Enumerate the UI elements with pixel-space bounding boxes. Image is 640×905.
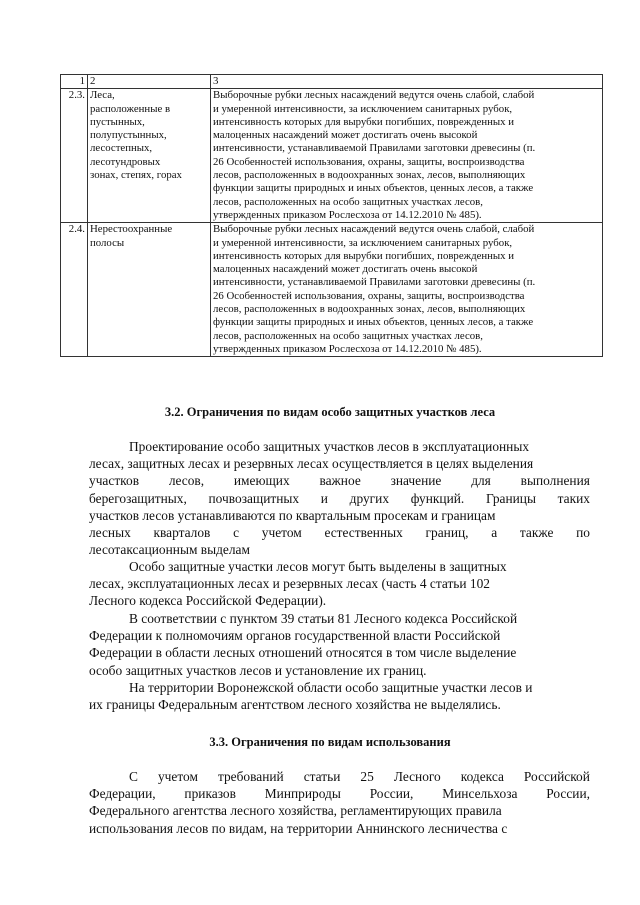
word: функций. [410,490,465,506]
text-line [89,438,590,455]
cell-line: Нерестоохранные [90,223,173,236]
word: кодекса [460,769,504,784]
word: лесах, защитных лесах и резервных лесах осуществляется в целях выделения [89,456,534,472]
restriction-text-cell [211,223,603,357]
cell-line: утвержденных приказом Рослесхоза от 14.12.2010 № 485). [213,342,482,355]
word: кварталов [153,524,211,540]
text-line: лесах, эксплуатационных лесах и резервных лесах (часть 4 статьи 102 [89,576,491,592]
word: по [576,524,590,540]
cell-line: интенсивности, устанавливаемой Правилами заготовки древесины (п. [213,142,536,155]
cell-line: лесов, расположенных в водоохранных зонах, лесов, выполняющих [213,303,526,316]
text-line: Федерации к полномочиям органов государственной власти Российской [89,628,501,644]
section-3-2-paragraph-3 [89,610,590,679]
text-line [89,524,590,541]
section-3-3-paragraph-1 [89,768,590,837]
cell-line: полосы [90,236,125,249]
word: естественных [324,524,403,540]
section-3-2-paragraph-1 [89,438,590,558]
text-line: Особо защитные участки лесов могут быть выделены в защитных [129,559,507,574]
text-line: Федерации в области лесных отношений относятся в том числе выделение [89,645,517,661]
word: берегозащитных, [89,490,187,506]
text-line [89,507,590,524]
header-cell-1: 1 [61,75,88,89]
section-heading-3-2: 3.2. Ограничения по видам особо защитных участков леса [164,405,496,419]
word: учетом [157,769,198,784]
word: таких [557,490,590,506]
word: требований [217,769,284,784]
cell-line: пустынных, [90,115,145,128]
cell-line: расположенные в [90,102,171,115]
text-line [89,455,590,472]
word: границ, [425,524,469,540]
text-line [89,472,590,489]
word: с [233,524,240,540]
cell-line: полупустынных, [90,129,167,142]
word: учетом [261,524,302,540]
word: Федерации, [89,786,156,802]
text-line: Лесного кодекса Российской Федерации). [89,593,327,609]
cell-line: Леса, [90,89,115,102]
cell-line: лесов, расположенных на особо защитных участках лесов, [213,329,483,342]
table-row [61,89,603,223]
word: С [129,769,138,784]
word: лесных [89,524,131,540]
word: лесов, [168,473,205,489]
table-header-row [61,75,603,89]
row-number: 2.3. [61,89,88,223]
word: для [471,473,491,489]
text-line: В соответствии с пунктом 39 статьи 81 Лесного кодекса Российской [129,611,518,626]
text-line: На территории Воронежской области особо защитные участки лесов и [129,680,533,695]
section-3-2-paragraph-4 [89,679,590,713]
section-heading-3-3: 3.3. Ограничения по видам использования [209,735,451,749]
header-cell-3: 3 [211,75,603,89]
text-line [89,768,590,785]
cell-line: функции защиты природных и иных объектов, ценных лесов, а также [213,182,534,195]
cell-line: Выборочные рубки лесных насаждений ведутся очень слабой, слабой [213,89,535,102]
section-3-2-paragraph-2 [89,558,590,610]
text-line [89,490,590,507]
word: участков [89,473,140,489]
word: и [320,490,328,506]
word: 25 [360,769,374,784]
word: других [349,490,390,506]
word: Федерального агентства лесного хозяйства, регламентирующих правила [89,803,502,819]
cell-line: лесов, расположенных в водоохранных зонах, лесов, выполняющих [213,169,526,182]
text-line [89,820,590,837]
cell-line: и умеренной интенсивности, за исключением санитарных рубок, [213,102,513,115]
cell-line: 26 Особенностей использования, охраны, защиты, воспроизводства [213,289,525,302]
word: важное [319,473,361,489]
word: участков лесов устанавливаются по квартальным просекам и границам [89,507,496,523]
cell-line: 26 Особенностей использования, охраны, защиты, воспроизводства [213,155,525,168]
cell-line: малоценных насаждений может достигать очень высокой [213,129,478,142]
cell-line: и умеренной интенсивности, за исключением санитарных рубок, [213,236,513,249]
cell-line: лесов, расположенных на особо защитных участках лесов, [213,195,483,208]
table-row [61,223,603,357]
cell-line: интенсивность которых для вырубки погибших, поврежденных и [213,249,515,262]
word: имеющих [233,473,290,489]
cell-line: лесотундровых [90,155,161,168]
text-line: особо защитных участков лесов и установление их границ. [89,662,427,678]
text-line [89,785,590,802]
word: статьи [303,769,341,784]
cell-line: функции защиты природных и иных объектов, ценных лесов, а также [213,316,534,329]
word: России, [546,786,590,802]
forest-category-cell [88,89,211,223]
cell-line: Выборочные рубки лесных насаждений ведутся очень слабой, слабой [213,223,535,236]
forest-category-cell [88,223,211,357]
word: почвозащитных [208,490,300,506]
word: выполнения [520,473,590,489]
cell-line: лесостепных, [90,142,153,155]
text-line: их границы Федеральным агентством лесного хозяйства не выделялись. [89,697,501,713]
restrictions-table [60,74,603,357]
word: Лесного [393,769,441,784]
header-cell-2: 2 [88,75,211,89]
word: Минприроды [264,786,341,802]
text-line [89,802,590,819]
word: Минсельхоза [442,786,518,802]
cell-line: зонах, степях, горах [90,169,182,182]
word: также [519,524,554,540]
word: а [491,524,498,540]
word: приказов [184,786,236,802]
cell-line: утвержденных приказом Рослесхоза от 14.12.2010 № 485). [213,208,482,221]
restriction-text-cell [211,89,603,223]
cell-line: малоценных насаждений может достигать очень высокой [213,263,478,276]
cell-line: интенсивности, устанавливаемой Правилами заготовки древесины (п. [213,276,536,289]
row-number: 2.4. [61,223,88,357]
text-line: лесотаксационным выделам [89,542,250,558]
cell-line: интенсивность которых для вырубки погибших, поврежденных и [213,115,515,128]
word: использования лесов по видам, на территории Аннинского лесничества с [89,820,508,836]
word: России, [369,786,414,802]
word: Проектирование особо защитных участков лесов в эксплуатационных [129,439,530,454]
word: значение [390,473,442,489]
word: Границы [485,490,536,506]
word: Российской [523,769,590,784]
